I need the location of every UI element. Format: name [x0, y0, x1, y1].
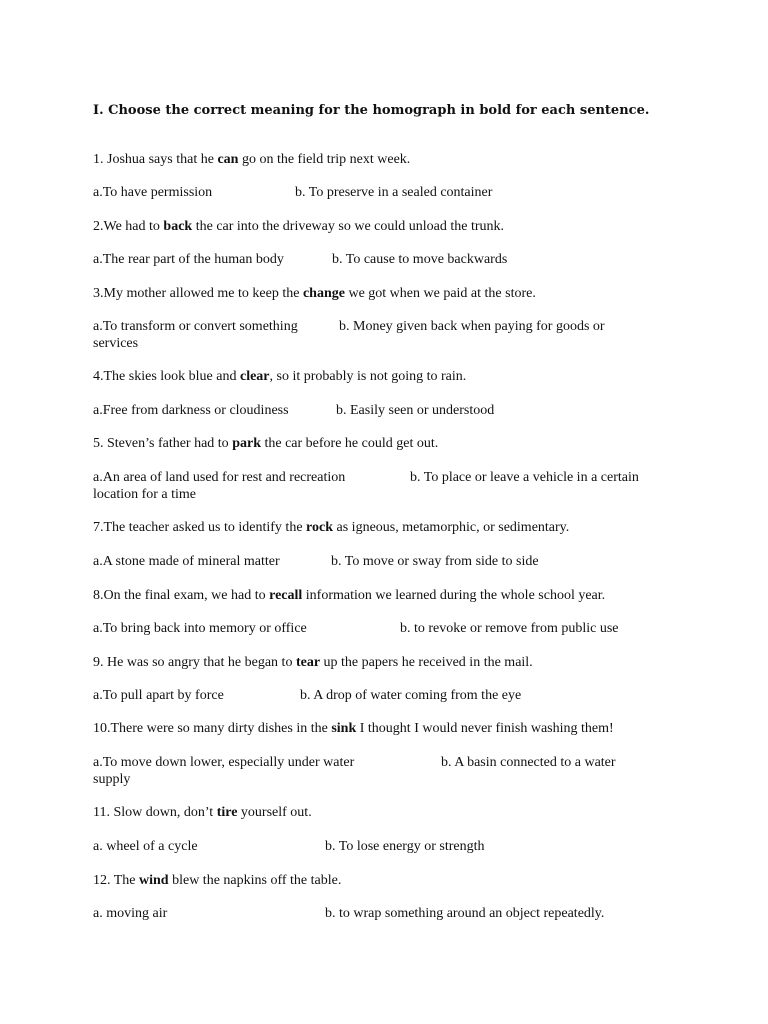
question-7-option-a: a.A stone made of mineral matter	[93, 554, 280, 569]
question-9	[93, 654, 533, 671]
question-4-option-b: b. Easily seen or understood	[336, 403, 495, 418]
question-7-option-b: b. To move or sway from side to side	[331, 554, 539, 569]
question-text-pre: 7.The teacher asked us to identify the	[93, 520, 307, 535]
question-8	[93, 587, 605, 604]
homograph-word: can	[217, 152, 239, 167]
question-12-option-a: a. moving air	[93, 906, 168, 921]
question-text-pre: 3.My mother allowed me to keep the	[93, 286, 303, 301]
question-text-post: as igneous, metamorphic, or sedimentary.	[333, 520, 570, 535]
question-text-post: go on the field trip next week.	[238, 152, 411, 167]
question-text-post: blew the napkins off the table.	[168, 873, 342, 888]
question-text-post: , so it probably is not going to rain.	[269, 369, 467, 384]
question-10-option-a: a.To move down lower, especially under water	[93, 755, 355, 770]
question-8-option-b: b. to revoke or remove from public use	[400, 621, 619, 636]
question-text-post: I thought I would never finish washing them!	[356, 721, 614, 736]
homograph-word: sink	[331, 721, 357, 736]
question-text-pre: 1. Joshua says that he	[93, 152, 218, 167]
question-4-option-a: a.Free from darkness or cloudiness	[93, 403, 289, 418]
question-text-post: information we learned during the whole school year.	[302, 588, 606, 603]
question-10	[93, 720, 614, 737]
question-10-option-b-continued: supply	[93, 772, 131, 787]
question-text-post: the car before he could get out.	[260, 436, 439, 451]
question-text-pre: 4.The skies look blue and	[93, 369, 240, 384]
question-4	[93, 368, 466, 385]
homograph-word: change	[302, 286, 345, 301]
question-2-option-a: a.The rear part of the human body	[93, 252, 284, 267]
question-text-pre: 12. The	[93, 873, 140, 888]
homograph-word: wind	[139, 873, 169, 888]
homograph-word: park	[232, 436, 261, 451]
question-2-option-b: b. To cause to move backwards	[332, 252, 508, 267]
question-1-option-a: a.To have permission	[93, 185, 213, 200]
question-text-pre: 9. He was so angry that he began to	[93, 655, 296, 670]
question-3	[93, 285, 536, 302]
question-3-option-b-continued: services	[93, 336, 139, 351]
question-1	[93, 151, 410, 168]
question-12-option-b: b. to wrap something around an object repeatedly.	[325, 906, 605, 921]
question-5-option-b: b. To place or leave a vehicle in a certain	[410, 470, 639, 485]
homograph-word: tear	[295, 655, 321, 670]
question-5	[93, 435, 438, 452]
question-3-option-a: a.To transform or convert something	[93, 319, 298, 334]
question-5-option-a: a.An area of land used for rest and recreation	[93, 470, 346, 485]
question-12	[93, 872, 341, 889]
question-text-post: up the papers he received in the mail.	[320, 655, 533, 670]
question-3-option-b: b. Money given back when paying for goods or	[339, 319, 605, 334]
question-2	[93, 218, 504, 235]
question-text-pre: 11. Slow down, don’t	[93, 805, 217, 820]
question-1-option-b: b. To preserve in a sealed container	[295, 185, 493, 200]
question-10-option-b: b. A basin connected to a water	[441, 755, 616, 770]
question-11-option-b: b. To lose energy or strength	[325, 839, 485, 854]
question-text-pre: 5. Steven’s father had to	[93, 436, 233, 451]
homograph-word: recall	[269, 588, 303, 603]
question-text-post: the car into the driveway so we could unload the trunk.	[192, 219, 505, 234]
question-text-pre: 10.There were so many dirty dishes in the	[93, 721, 332, 736]
question-11	[93, 804, 312, 821]
question-9-option-a: a.To pull apart by force	[93, 688, 224, 703]
question-9-option-b: b. A drop of water coming from the eye	[300, 688, 522, 703]
worksheet-heading: I. Choose the correct meaning for the homograph in bold for each sentence.	[93, 103, 650, 118]
homograph-word: tire	[216, 805, 238, 820]
homograph-word: rock	[306, 520, 334, 535]
question-text-pre: 2.We had to	[93, 219, 164, 234]
question-5-option-b-continued: location for a time	[93, 487, 197, 502]
homograph-word: clear	[239, 369, 270, 384]
question-11-option-a: a. wheel of a cycle	[93, 839, 198, 854]
question-8-option-a: a.To bring back into memory or office	[93, 621, 307, 636]
question-7	[93, 519, 569, 536]
question-text-post: yourself out.	[237, 805, 312, 820]
question-text-pre: 8.On the final exam, we had to	[93, 588, 270, 603]
homograph-word: back	[163, 219, 193, 234]
question-text-post: we got when we paid at the store.	[344, 286, 536, 301]
